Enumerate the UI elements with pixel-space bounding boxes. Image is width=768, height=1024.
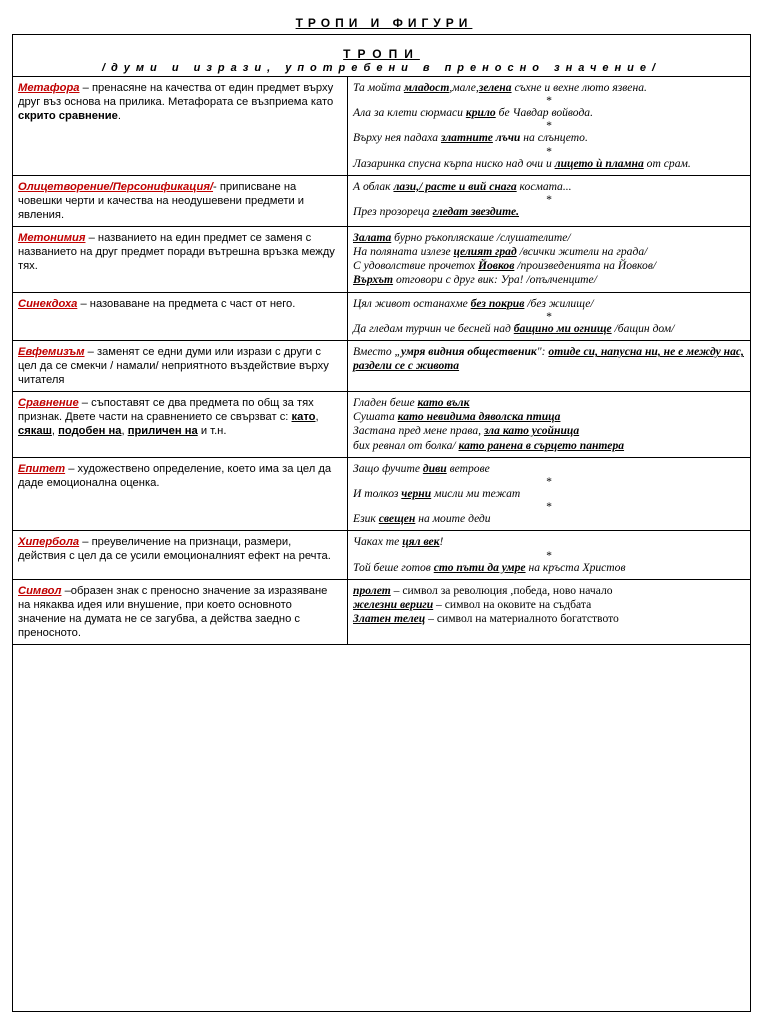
trope-term: Символ	[18, 584, 62, 597]
content-frame	[12, 34, 751, 1012]
emphasized-text: пролет	[353, 583, 391, 597]
table-row	[13, 531, 750, 579]
text-segment: Той беше готов	[353, 560, 434, 574]
text-segment: бурно ръкопляскаше /слушателите/	[391, 230, 571, 244]
table-row	[13, 457, 750, 531]
example-line	[353, 81, 744, 95]
text-segment: – художествено определение, което има за цел да даде емоционална оценка.	[18, 462, 332, 489]
example-line	[353, 106, 744, 120]
emphasized-text: зелена	[478, 81, 512, 94]
emphasized-text: лицето ѝ пламна	[554, 156, 644, 170]
emphasized-text: Върхът	[353, 273, 394, 287]
trope-term: Евфемизъм	[18, 346, 85, 359]
text-segment: ,мале,	[449, 81, 479, 94]
text-segment: Цял живот останахме	[353, 296, 471, 310]
separator-star: *	[545, 500, 552, 514]
text-segment: мисли ми тежат	[431, 487, 521, 501]
section-heading: ТРОПИ	[343, 47, 420, 61]
text-segment: косматa...	[516, 179, 572, 193]
text-segment: Защо фучите	[353, 461, 423, 475]
separator-star: *	[545, 193, 552, 207]
examples-cell	[348, 292, 751, 340]
text-segment: ,	[121, 425, 128, 438]
text-segment: – символ на материалното богатството	[425, 612, 619, 626]
text-segment: на моите деди	[415, 512, 491, 526]
example-line	[353, 462, 744, 476]
text-segment: /бащин дом/	[611, 321, 675, 335]
emphasized-text: диви	[422, 461, 447, 475]
emphasized-text: Йовков	[477, 259, 515, 273]
text-segment: на кръста Христов	[525, 560, 626, 574]
table-row	[13, 175, 750, 226]
example-line	[353, 410, 744, 424]
example-line	[353, 157, 744, 171]
emphasized-text: като	[291, 411, 316, 424]
separator-star: *	[545, 144, 552, 158]
example-line	[353, 205, 744, 219]
text-segment: умря видния общественик	[400, 345, 537, 359]
emphasized-text: отиде си, напусна ни, не е между нас, раздели се с живота	[353, 345, 744, 373]
text-segment: – названието на един предмет се заменя с названието на друг предмет поради вътрешна връзка между тях.	[18, 231, 335, 272]
text-segment: - приписване на човешки черти и качества на неодушевени предмети и явления.	[18, 180, 305, 221]
emphasized-text: приличен на	[127, 425, 198, 438]
definition-cell	[13, 341, 348, 392]
trope-term: Синекдоха	[18, 297, 78, 310]
table-row	[13, 77, 750, 175]
definition-cell	[13, 457, 348, 531]
text-segment: /произведенията на Йовков/	[514, 259, 657, 273]
text-segment: ветрове	[446, 461, 490, 475]
tropes-table-body	[13, 77, 750, 644]
trope-term: Метонимия	[18, 231, 86, 244]
text-segment: от срам.	[643, 156, 691, 170]
definition-cell	[13, 175, 348, 226]
text-segment: Чаках те	[353, 535, 403, 549]
separator-star: *	[545, 475, 552, 489]
example-line	[353, 231, 744, 245]
document-title: ТРОПИ И ФИГУРИ	[295, 16, 473, 30]
emphasized-text: подобен на	[58, 425, 122, 438]
example-line	[353, 131, 744, 145]
trope-term: Сравнение	[18, 397, 79, 410]
definition-cell	[13, 531, 348, 579]
example-line	[353, 259, 744, 273]
example-line	[353, 612, 744, 626]
text-segment: Сушата	[353, 410, 398, 424]
trope-term: Хипербола	[18, 536, 80, 549]
text-segment: – символ за революция ,победа, ново начало	[390, 583, 613, 597]
text-segment: – пренасяне на качества от един предмет върху друг въз основа на прилика. Метафората се възприема като	[18, 82, 334, 108]
emphasized-text: черни	[401, 487, 432, 501]
emphasized-text: свещен	[378, 512, 416, 526]
emphasized-text: Златен телец	[353, 612, 426, 626]
emphasized-text: целият град	[453, 245, 517, 259]
examples-cell	[348, 579, 751, 644]
text-segment: скрито сравнение	[18, 110, 118, 122]
example-line	[353, 297, 744, 311]
example-line	[353, 561, 744, 575]
text-segment: отговори с друг вик: Ура! /опълченците/	[393, 273, 597, 287]
text-segment: – назоваване на предмета с част от него.	[77, 297, 296, 310]
text-segment: Език	[353, 512, 379, 526]
text-segment: съхне и вехне люто язвена.	[511, 81, 647, 94]
text-segment: бе Чавдар войвода.	[495, 106, 594, 120]
emphasized-text: като невидима дяволска птица	[397, 410, 561, 424]
section-subtitle: /думи и изрази, употребени в преносно значение/	[101, 62, 662, 74]
examples-cell	[348, 341, 751, 392]
text-segment: – преувеличение на признаци, размери, действия с цел да се усили емоционалният ефект на речта.	[18, 536, 331, 563]
emphasized-text: като вълк	[417, 396, 470, 410]
examples-cell	[348, 392, 751, 458]
example-line	[353, 487, 744, 501]
text-segment: .	[117, 110, 121, 122]
emphasized-text: Залата	[353, 230, 392, 244]
trope-term: Олицетворение/Персонификация/	[18, 180, 214, 193]
definition-cell	[13, 392, 348, 458]
table-row	[13, 392, 750, 458]
text-segment: Вместо „	[353, 345, 401, 359]
examples-cell	[348, 77, 751, 175]
text-segment: ,	[315, 411, 319, 424]
text-segment: Ала за клети сюрмаси	[353, 106, 466, 120]
text-segment: Върху нея падаха	[353, 131, 441, 145]
emphasized-text: крило	[465, 106, 496, 120]
emphasized-text: зла като усойница	[483, 424, 580, 438]
section-header	[13, 35, 750, 77]
definition-cell	[13, 77, 348, 175]
text-segment: С удоволствие прочетох	[353, 259, 478, 273]
emphasized-text: златните	[440, 131, 493, 145]
tropes-table	[13, 77, 750, 645]
example-line	[353, 245, 744, 259]
text-segment: Та мойта	[353, 81, 404, 94]
trope-term: Епитет	[18, 462, 66, 475]
emphasized-text: бащино ми огнище	[513, 321, 612, 335]
table-row	[13, 579, 750, 644]
text-segment: бих ревнал от болка/	[353, 438, 459, 452]
definition-cell	[13, 292, 348, 340]
separator-star: *	[545, 309, 552, 323]
emphasized-text: сто пъти да умре	[433, 560, 526, 574]
trope-term: Метафора	[18, 82, 80, 94]
text-segment: Лазаринка спусна кърпа ниско над очи и	[353, 156, 555, 170]
separator-star: *	[545, 548, 552, 562]
text-segment: Да гледам турчин че бесней над	[353, 321, 514, 335]
examples-cell	[348, 226, 751, 292]
examples-cell	[348, 175, 751, 226]
example-line	[353, 322, 744, 336]
emphasized-text: лази,/ расте и вий снага	[393, 179, 517, 193]
separator-star: *	[545, 94, 552, 108]
text-segment: И толкоз	[353, 487, 402, 501]
example-line	[353, 598, 744, 612]
text-segment: – съпоставят се два предмета по общ за тях признак. Двете части на сравнението се свързват с:	[18, 397, 314, 424]
example-line	[353, 535, 744, 549]
emphasized-text: сякаш	[18, 425, 52, 438]
text-segment: /всички жители на града/	[516, 245, 648, 259]
definition-cell	[13, 579, 348, 644]
example-line	[353, 439, 744, 453]
text-segment: и т.н.	[197, 425, 227, 438]
example-line	[353, 345, 744, 373]
table-row	[13, 226, 750, 292]
table-row	[13, 292, 750, 340]
text-segment: През прозореца	[353, 205, 433, 219]
text-segment: на слънцето.	[520, 131, 588, 145]
text-segment: Застана пред мене права,	[353, 424, 484, 438]
examples-cell	[348, 457, 751, 531]
emphasized-text: цял век	[402, 535, 440, 549]
text-segment: – символ на оковите на съдбата	[433, 598, 592, 612]
example-line	[353, 180, 744, 194]
emphasized-text: гледат звездите.	[432, 205, 520, 219]
emphasized-text: без покрив	[470, 296, 525, 310]
text-segment: /без жилище/	[524, 296, 594, 310]
example-line	[353, 424, 744, 438]
emphasized-text: младост	[403, 81, 450, 94]
example-line	[353, 273, 744, 287]
emphasized-text: железни вериги	[353, 598, 434, 612]
separator-star: *	[545, 119, 552, 133]
text-segment: –образен знак с преносно значение за изразяване на някаква идея или внушение, при което основното значение на думата не се загубва, а действа заедно с преносното.	[18, 584, 328, 639]
example-line	[353, 584, 744, 598]
definition-cell	[13, 226, 348, 292]
text-segment: ,	[51, 425, 59, 438]
example-line	[353, 396, 744, 410]
examples-cell	[348, 531, 751, 579]
text-segment: – заменят се едни думи или изрази с други с цел да се смекчи / намали/ неприятното въздействие върху читателя	[18, 346, 329, 387]
text-segment: !	[439, 535, 444, 549]
table-row	[13, 341, 750, 392]
example-line	[353, 512, 744, 526]
text-segment: Гладен беше	[353, 396, 418, 410]
text-segment: ":	[536, 345, 549, 359]
text-segment: лъчи	[492, 131, 521, 145]
text-segment: А облак	[353, 179, 394, 193]
emphasized-text: като ранена в сърцето пантера	[458, 438, 625, 452]
text-segment: На поляната излезе	[353, 245, 454, 259]
